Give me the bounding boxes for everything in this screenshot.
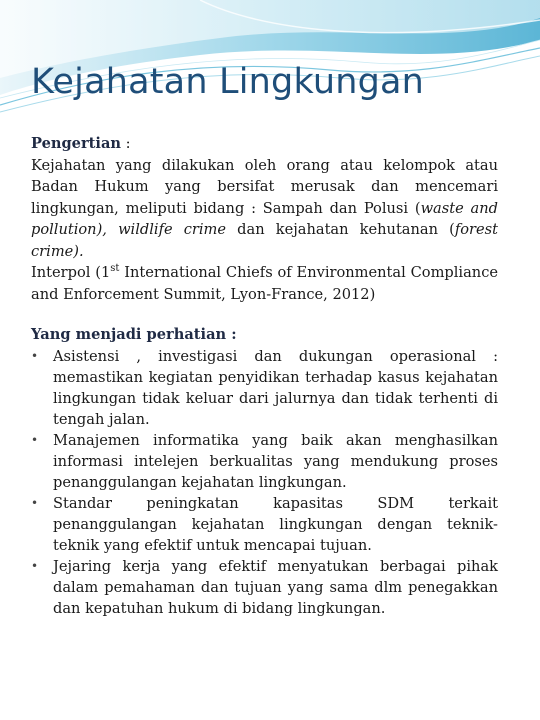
attention-heading-text: Yang menjadi perhatian : — [31, 326, 237, 343]
source-text: International Chiefs of Environmental Compliance and Enforcement Summit, Lyon-France, 2012) — [31, 264, 499, 303]
definition-text-part — [107, 221, 118, 238]
definition-heading-suffix: : — [121, 135, 131, 152]
source-superscript: st — [110, 263, 120, 275]
list-item-text: Manajemen informatika yang baik akan menghasilkan informasi intelejen berkualitas yang mendukung proses penanggulangan kejahatan lingkungan. — [53, 431, 498, 491]
attention-list — [31, 346, 498, 619]
list-item-text: Standar peningkatan kapasitas SDM terkait penanggulangan kejahatan lingkungan dengan teknik-teknik yang efektif untuk mencapai tujuan. — [53, 494, 498, 554]
definition-text — [31, 155, 498, 263]
definition-text-part: Kejahatan yang dilakukan oleh orang atau kelompok atau Badan Hukum yang bersifat merusak dan mencemari lingkungan, meliputi bidang : Sampah dan Polusi ( — [31, 156, 498, 217]
bullet-icon: • — [31, 558, 39, 573]
definition-italic-term: wildlife crime — [118, 221, 227, 238]
attention-heading — [31, 324, 498, 346]
list-item — [31, 493, 498, 556]
definition-heading: Pengertian — [31, 135, 122, 152]
definition-italic-term: waste and pollution), — [31, 199, 498, 238]
list-item — [31, 430, 498, 493]
bullet-icon: • — [31, 432, 39, 447]
definition-heading-line — [31, 133, 498, 155]
list-item-text: Asistensi , investigasi dan dukungan operasional : memastikan kegiatan penyidikan terhadap kasus kejahatan lingkungan tidak keluar dari jalurnya dan tidak terhenti di tengah jalan. — [53, 347, 498, 428]
page-title: Kejahatan Lingkungan — [31, 62, 425, 102]
section-gap — [31, 305, 498, 324]
list-item — [31, 346, 498, 430]
definition-text-part: dan kejahatan kehutanan ( — [226, 221, 455, 238]
bullet-icon: • — [31, 348, 39, 363]
bullet-icon: • — [31, 495, 39, 510]
definition-italic-term: forest crime). — [31, 221, 498, 260]
source-text: Interpol (1 — [31, 264, 111, 281]
list-item-text: Jejaring kerja yang efektif menyatukan berbagai pihak dalam pemahaman dan tujuan yang sama dlm penegakkan dan kepatuhan hukum di bidang lingkungan. — [53, 557, 498, 617]
definition-source — [31, 262, 498, 305]
list-item — [31, 556, 498, 619]
slide-body — [31, 133, 498, 619]
